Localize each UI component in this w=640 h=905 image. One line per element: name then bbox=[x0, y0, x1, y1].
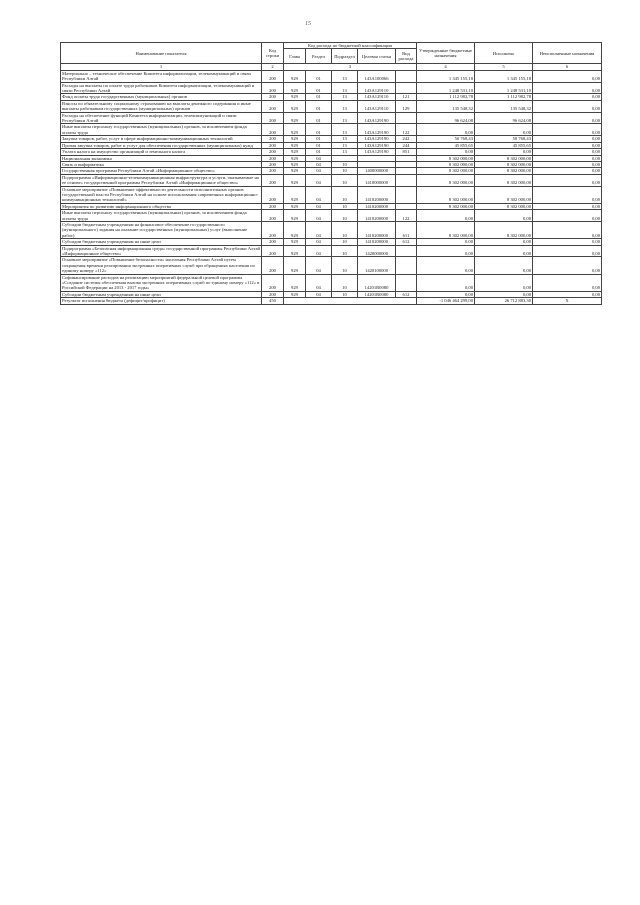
cell-target: 1410200000 bbox=[358, 221, 396, 238]
cell-executed: 8 302 000,00 bbox=[475, 221, 533, 238]
cell-line: 200 bbox=[262, 168, 284, 174]
cell-unexecuted: 0,00 bbox=[533, 186, 602, 203]
cell-podrazdel: 10 bbox=[332, 203, 358, 209]
cell-glava: 929 bbox=[284, 149, 306, 155]
cell-line: 200 bbox=[262, 291, 284, 297]
cell-razdel: 04 bbox=[306, 239, 332, 245]
cell-razdel: 01 bbox=[306, 149, 332, 155]
cell-vid: 244 bbox=[396, 142, 417, 148]
cell-glava: 929 bbox=[284, 155, 306, 161]
cell-executed: 1 248 531,10 bbox=[475, 82, 533, 94]
cell-razdel: 01 bbox=[306, 142, 332, 148]
col-index: 1 bbox=[61, 64, 262, 70]
header-podrazdel: Подраздел bbox=[332, 49, 358, 64]
cell-vid bbox=[396, 274, 417, 291]
cell-glava: 929 bbox=[284, 161, 306, 167]
cell-line: 200 bbox=[262, 245, 284, 257]
cell-podrazdel: 10 bbox=[332, 239, 358, 245]
cell-glava: 929 bbox=[284, 203, 306, 209]
cell-name: Закупка товаров, работ, услуг в сфере информационно-коммуникационных технологий bbox=[61, 136, 262, 142]
cell-razdel: 04 bbox=[306, 186, 332, 203]
cell-name: Национальная экономика bbox=[61, 155, 262, 161]
cell-name: Иные выплаты персоналу государственных (муниципальных) органов, за исключением фонда оплаты труда bbox=[61, 210, 262, 222]
cell-unexecuted: 0,00 bbox=[533, 94, 602, 100]
cell-unexecuted: 0,00 bbox=[533, 210, 602, 222]
cell-podrazdel: 10 bbox=[332, 161, 358, 167]
cell-unexecuted: 0,00 bbox=[533, 291, 602, 297]
cell-glava: 929 bbox=[284, 70, 306, 82]
cell-executed: 0,00 bbox=[475, 291, 533, 297]
cell-target: 14201R0080 bbox=[358, 291, 396, 297]
cell-unexecuted: 0,00 bbox=[533, 155, 602, 161]
cell-vid: 242 bbox=[396, 136, 417, 142]
cell-approved: 1 345 155,18 bbox=[417, 70, 475, 82]
cell-approved: 0,00 bbox=[417, 149, 475, 155]
cell-name: Мероприятия по развитию информационного общества bbox=[61, 203, 262, 209]
cell-unexecuted: 0,00 bbox=[533, 136, 602, 142]
col-index: 6 bbox=[533, 64, 602, 70]
cell-line: 200 bbox=[262, 149, 284, 155]
cell-target: 143А129190 bbox=[358, 112, 396, 124]
cell-target: 143А129190 bbox=[358, 136, 396, 142]
cell-classification bbox=[284, 298, 417, 304]
cell-razdel: 04 bbox=[306, 245, 332, 257]
cell-podrazdel: 13 bbox=[332, 82, 358, 94]
header-name: Наименование показателя bbox=[61, 43, 262, 64]
cell-target: 1420000000 bbox=[358, 245, 396, 257]
cell-name: Субсидии бюджетным учреждениям на иные цели bbox=[61, 291, 262, 297]
cell-podrazdel: 10 bbox=[332, 221, 358, 238]
cell-podrazdel: 13 bbox=[332, 124, 358, 136]
cell-podrazdel: 13 bbox=[332, 149, 358, 155]
cell-vid: 121 bbox=[396, 94, 417, 100]
cell-target: 143А129190 bbox=[358, 149, 396, 155]
cell-approved: 0,00 bbox=[417, 291, 475, 297]
cell-executed: 0,00 bbox=[475, 274, 533, 291]
cell-approved: 0,00 bbox=[417, 210, 475, 222]
cell-vid bbox=[396, 112, 417, 124]
cell-razdel: 01 bbox=[306, 112, 332, 124]
table-header-row bbox=[61, 43, 602, 49]
cell-target: 1410000000 bbox=[358, 174, 396, 186]
cell-podrazdel: 13 bbox=[332, 142, 358, 148]
table-row bbox=[61, 70, 602, 82]
cell-executed: 96 624,08 bbox=[475, 112, 533, 124]
cell-approved: 45 855,65 bbox=[417, 142, 475, 148]
cell-executed: 0,00 bbox=[475, 149, 533, 155]
cell-approved: 0,00 bbox=[417, 274, 475, 291]
table-row bbox=[61, 221, 602, 238]
cell-approved: 8 302 000,00 bbox=[417, 168, 475, 174]
cell-name: Расходы на выплаты по оплате труда работников Комитета информатизации, телекоммуникаций и связи Республики Алтай bbox=[61, 82, 262, 94]
cell-unexecuted: 0,00 bbox=[533, 100, 602, 112]
table-row bbox=[61, 100, 602, 112]
cell-executed: 8 302 000,00 bbox=[475, 174, 533, 186]
cell-approved: 8 302 000,00 bbox=[417, 221, 475, 238]
cell-unexecuted: 0,00 bbox=[533, 221, 602, 238]
col-index: 5 bbox=[475, 64, 533, 70]
cell-vid bbox=[396, 186, 417, 203]
cell-executed: 0,00 bbox=[475, 245, 533, 257]
cell-vid: 612 bbox=[396, 291, 417, 297]
header-unexecuted: Неисполненные назначения bbox=[533, 43, 602, 64]
cell-line: 450 bbox=[262, 298, 284, 304]
cell-name: Прочая закупка товаров, работ и услуг для обеспечения государственных (муниципальных) нужд bbox=[61, 142, 262, 148]
cell-line: 200 bbox=[262, 142, 284, 148]
cell-glava: 929 bbox=[284, 124, 306, 136]
cell-vid bbox=[396, 174, 417, 186]
cell-razdel: 01 bbox=[306, 136, 332, 142]
cell-approved: 8 302 000,00 bbox=[417, 186, 475, 203]
cell-glava: 929 bbox=[284, 210, 306, 222]
cell-executed: 8 302 000,00 bbox=[475, 168, 533, 174]
header-target: Целевая статья bbox=[358, 49, 396, 64]
cell-vid: 122 bbox=[396, 124, 417, 136]
cell-name: Материально – техническое обеспечение Комитета информатизации, телекоммуникаций и связи Республики Алтай bbox=[61, 70, 262, 82]
header-executed: Исполнено bbox=[475, 43, 533, 64]
cell-glava: 929 bbox=[284, 245, 306, 257]
cell-razdel: 01 bbox=[306, 94, 332, 100]
cell-approved: 8 302 000,00 bbox=[417, 203, 475, 209]
header-glava: Глава bbox=[284, 49, 306, 64]
cell-glava: 929 bbox=[284, 100, 306, 112]
cell-vid bbox=[396, 257, 417, 274]
cell-executed: 0,00 bbox=[475, 124, 533, 136]
cell-glava: 929 bbox=[284, 186, 306, 203]
table-row bbox=[61, 274, 602, 291]
cell-line: 200 bbox=[262, 94, 284, 100]
cell-name: Основное мероприятие «Повышение безопасности» населения Республики Алтай путем сокращения времени реагирования экстренных оперативных служб при обращениях населения по единому номеру «112» bbox=[61, 257, 262, 274]
cell-target: 1410200000 bbox=[358, 210, 396, 222]
cell-line: 200 bbox=[262, 210, 284, 222]
cell-executed: 8 302 000,00 bbox=[475, 161, 533, 167]
cell-podrazdel: 10 bbox=[332, 274, 358, 291]
cell-glava: 929 bbox=[284, 221, 306, 238]
cell-target: 143А129110 bbox=[358, 82, 396, 94]
cell-executed: 8 302 000,00 bbox=[475, 203, 533, 209]
table-row bbox=[61, 82, 602, 94]
cell-glava: 929 bbox=[284, 168, 306, 174]
cell-glava: 929 bbox=[284, 82, 306, 94]
cell-line: 200 bbox=[262, 161, 284, 167]
col-index: 4 bbox=[417, 64, 475, 70]
cell-executed: 50 768,43 bbox=[475, 136, 533, 142]
cell-line: 200 bbox=[262, 124, 284, 136]
cell-glava: 929 bbox=[284, 142, 306, 148]
cell-name: Государственная программа Республики Алтай «Информационное общество» bbox=[61, 168, 262, 174]
cell-glava: 929 bbox=[284, 291, 306, 297]
header-approved: Утвержденные бюджетные назначения bbox=[417, 43, 475, 64]
col-index: 3 bbox=[284, 64, 417, 70]
cell-vid: 611 bbox=[396, 221, 417, 238]
cell-razdel: 04 bbox=[306, 174, 332, 186]
table-row bbox=[61, 124, 602, 136]
cell-name: Основное мероприятие «Повышение эффективности деятельности исполнительных органов государственной власти Республики Алтай на основе использования современных информационно-коммуникационных технологий» bbox=[61, 186, 262, 203]
cell-target: 1400000000 bbox=[358, 168, 396, 174]
cell-razdel: 04 bbox=[306, 210, 332, 222]
cell-glava: 929 bbox=[284, 174, 306, 186]
cell-executed: 135 548,32 bbox=[475, 100, 533, 112]
cell-line: 200 bbox=[262, 221, 284, 238]
cell-name: Подпрограмма «Информационно-телекоммуникационная инфраструктура и услуги, оказываемые на ее основе» государственной программы Республики Алтай «Информационное общество» bbox=[61, 174, 262, 186]
cell-unexecuted: 0,00 bbox=[533, 112, 602, 124]
cell-executed: 1 112 982,78 bbox=[475, 94, 533, 100]
cell-unexecuted: 0,00 bbox=[533, 142, 602, 148]
cell-name: Софинансирование расходов на реализацию мероприятий федеральной целевой программы «Создание системы обеспечения вызова экстренных оперативных служб по единому номеру «112» в Российской Федерации на 2013 - 2017 годы» bbox=[61, 274, 262, 291]
cell-line: 200 bbox=[262, 239, 284, 245]
cell-unexecuted: 0,00 bbox=[533, 124, 602, 136]
table-body bbox=[61, 70, 602, 297]
cell-vid: 122 bbox=[396, 210, 417, 222]
cell-approved: 8 302 000,00 bbox=[417, 161, 475, 167]
cell-glava: 929 bbox=[284, 136, 306, 142]
cell-vid bbox=[396, 245, 417, 257]
cell-line: 200 bbox=[262, 100, 284, 112]
cell-podrazdel: 10 bbox=[332, 245, 358, 257]
cell-line: 200 bbox=[262, 203, 284, 209]
cell-approved: 50 768,43 bbox=[417, 136, 475, 142]
cell-unexecuted: 0,00 bbox=[533, 70, 602, 82]
cell-name: Взносы по обязательному социальному страхованию на выплаты денежного содержания и иные выплаты работникам государственных (муниципальных) органов bbox=[61, 100, 262, 112]
cell-razdel: 04 bbox=[306, 155, 332, 161]
cell-razdel: 01 bbox=[306, 100, 332, 112]
cell-target: 1410200000 bbox=[358, 239, 396, 245]
cell-razdel: 01 bbox=[306, 70, 332, 82]
cell-approved: 0,00 bbox=[417, 124, 475, 136]
header-vid: Вид расхода bbox=[396, 49, 417, 64]
cell-name: Подпрограмма «Безопасная информационная среда» государственной программы Республики Алтай «Информационное общество» bbox=[62, 245, 260, 256]
cell-razdel: 04 bbox=[306, 203, 332, 209]
cell-executed: 1 345 155,18 bbox=[475, 70, 533, 82]
cell-target: 1410200000 bbox=[358, 186, 396, 203]
cell-unexecuted: 0,00 bbox=[533, 168, 602, 174]
cell-unexecuted: 0,00 bbox=[533, 149, 602, 155]
cell-executed: 0,00 bbox=[475, 210, 533, 222]
cell-line: 200 bbox=[262, 257, 284, 274]
cell-podrazdel: 10 bbox=[332, 210, 358, 222]
cell-target: 143А129190 bbox=[358, 124, 396, 136]
cell-name: Субсидии бюджетным учреждениям на финансовое обеспечение государственного (муниципального) задания на оказание государственных (муниципальных) услуг (выполнение работ) bbox=[61, 221, 262, 238]
table-row bbox=[61, 210, 602, 222]
cell-line: 200 bbox=[262, 155, 284, 161]
header-classification: Код расхода по бюджетной классификации bbox=[284, 43, 417, 49]
cell-approved: 0,00 bbox=[417, 239, 475, 245]
cell-vid bbox=[396, 82, 417, 94]
cell-target: 143А129190 bbox=[358, 142, 396, 148]
cell-podrazdel: 10 bbox=[332, 186, 358, 203]
cell-executed: 26 712 883,30 bbox=[475, 298, 533, 304]
cell-target: 1420100000 bbox=[358, 257, 396, 274]
cell-target: 1410200000 bbox=[358, 203, 396, 209]
cell-unexecuted: 0,00 bbox=[533, 274, 602, 291]
cell-unexecuted: 0,00 bbox=[533, 203, 602, 209]
table-row bbox=[61, 186, 602, 203]
cell-razdel: 01 bbox=[306, 124, 332, 136]
cell-podrazdel: 13 bbox=[332, 136, 358, 142]
cell-name: Расходы на обеспечение функций Комитета информатизации, телекоммуникаций и связи Республики Алтай bbox=[61, 112, 262, 124]
header-line-code: Код строки bbox=[262, 43, 284, 64]
col-index: 2 bbox=[262, 64, 284, 70]
cell-name: Уплата налога на имущество организаций и земельного налога bbox=[61, 149, 262, 155]
cell-unexecuted: 0,00 bbox=[533, 257, 602, 274]
cell-target: 143А100066 bbox=[358, 70, 396, 82]
header-razdel: Раздел bbox=[306, 49, 332, 64]
cell-target: 143А129110 bbox=[358, 94, 396, 100]
cell-line: 200 bbox=[262, 274, 284, 291]
cell-name: Иные выплаты персоналу государственных (муниципальных) органов, за исключением фонда оплаты труда bbox=[61, 124, 262, 136]
cell-approved: 135 548,32 bbox=[417, 100, 475, 112]
cell-unexecuted: 0,00 bbox=[533, 239, 602, 245]
cell-vid: 612 bbox=[396, 239, 417, 245]
cell-approved: 96 624,08 bbox=[417, 112, 475, 124]
table-row bbox=[61, 245, 602, 257]
cell-line: 200 bbox=[262, 174, 284, 186]
result-row bbox=[61, 298, 602, 304]
cell-target: 14201R0080 bbox=[358, 274, 396, 291]
cell-podrazdel: 10 bbox=[332, 291, 358, 297]
cell-podrazdel: 10 bbox=[332, 257, 358, 274]
cell-podrazdel: 13 bbox=[332, 112, 358, 124]
cell-target: 143А129110 bbox=[358, 100, 396, 112]
table-row bbox=[61, 112, 602, 124]
cell-razdel: 04 bbox=[306, 221, 332, 238]
cell-razdel: 04 bbox=[306, 291, 332, 297]
cell-glava: 929 bbox=[284, 239, 306, 245]
cell-unexecuted: 0,00 bbox=[533, 174, 602, 186]
cell-unexecuted: 0,00 bbox=[533, 82, 602, 94]
cell-unexecuted: X bbox=[533, 298, 602, 304]
cell-name: Субсидии бюджетным учреждениям на иные цели bbox=[61, 239, 262, 245]
cell-approved: 8 302 000,00 bbox=[417, 155, 475, 161]
cell-approved: 1 248 531,10 bbox=[417, 82, 475, 94]
cell-executed: 8 302 000,00 bbox=[475, 186, 533, 203]
cell-podrazdel: 13 bbox=[332, 94, 358, 100]
cell-podrazdel: 13 bbox=[332, 100, 358, 112]
cell-line: 200 bbox=[262, 186, 284, 203]
budget-execution-table bbox=[60, 42, 602, 305]
cell-razdel: 04 bbox=[306, 257, 332, 274]
cell-glava: 929 bbox=[284, 274, 306, 291]
cell-podrazdel: 13 bbox=[332, 70, 358, 82]
cell-executed: 45 855,65 bbox=[475, 142, 533, 148]
cell-vid: 129 bbox=[396, 100, 417, 112]
cell-glava: 929 bbox=[284, 112, 306, 124]
cell-approved: 0,00 bbox=[417, 257, 475, 274]
cell-razdel: 04 bbox=[306, 274, 332, 291]
cell-name: Связь и информатика bbox=[61, 161, 262, 167]
cell-executed: 8 302 000,00 bbox=[475, 155, 533, 161]
table-row bbox=[61, 174, 602, 186]
cell-approved: -1 046 464 299,00 bbox=[417, 298, 475, 304]
cell-executed: 0,00 bbox=[475, 257, 533, 274]
cell-unexecuted: 0,00 bbox=[533, 161, 602, 167]
cell-approved: 8 302 000,00 bbox=[417, 174, 475, 186]
cell-podrazdel: 10 bbox=[332, 168, 358, 174]
cell-approved: 1 112 982,78 bbox=[417, 94, 475, 100]
cell-vid bbox=[396, 70, 417, 82]
cell-glava: 929 bbox=[284, 257, 306, 274]
cell-unexecuted: 0,00 bbox=[533, 245, 602, 257]
cell-name: Фонд оплаты труда государственных (муниципальных) органов bbox=[61, 94, 262, 100]
cell-line: 200 bbox=[262, 136, 284, 142]
cell-name: Результат исполнения бюджета (дефицит/профицит) bbox=[61, 298, 262, 304]
cell-razdel: 04 bbox=[306, 168, 332, 174]
cell-glava: 929 bbox=[284, 94, 306, 100]
cell-line: 200 bbox=[262, 112, 284, 124]
cell-podrazdel: 10 bbox=[332, 174, 358, 186]
cell-line: 200 bbox=[262, 70, 284, 82]
cell-razdel: 04 bbox=[306, 161, 332, 167]
cell-razdel: 01 bbox=[306, 82, 332, 94]
cell-line: 200 bbox=[262, 82, 284, 94]
page-number: 15 bbox=[305, 21, 311, 27]
cell-vid: 851 bbox=[396, 149, 417, 155]
cell-approved: 0,00 bbox=[417, 245, 475, 257]
table-row bbox=[61, 257, 602, 274]
cell-executed: 0,00 bbox=[475, 239, 533, 245]
